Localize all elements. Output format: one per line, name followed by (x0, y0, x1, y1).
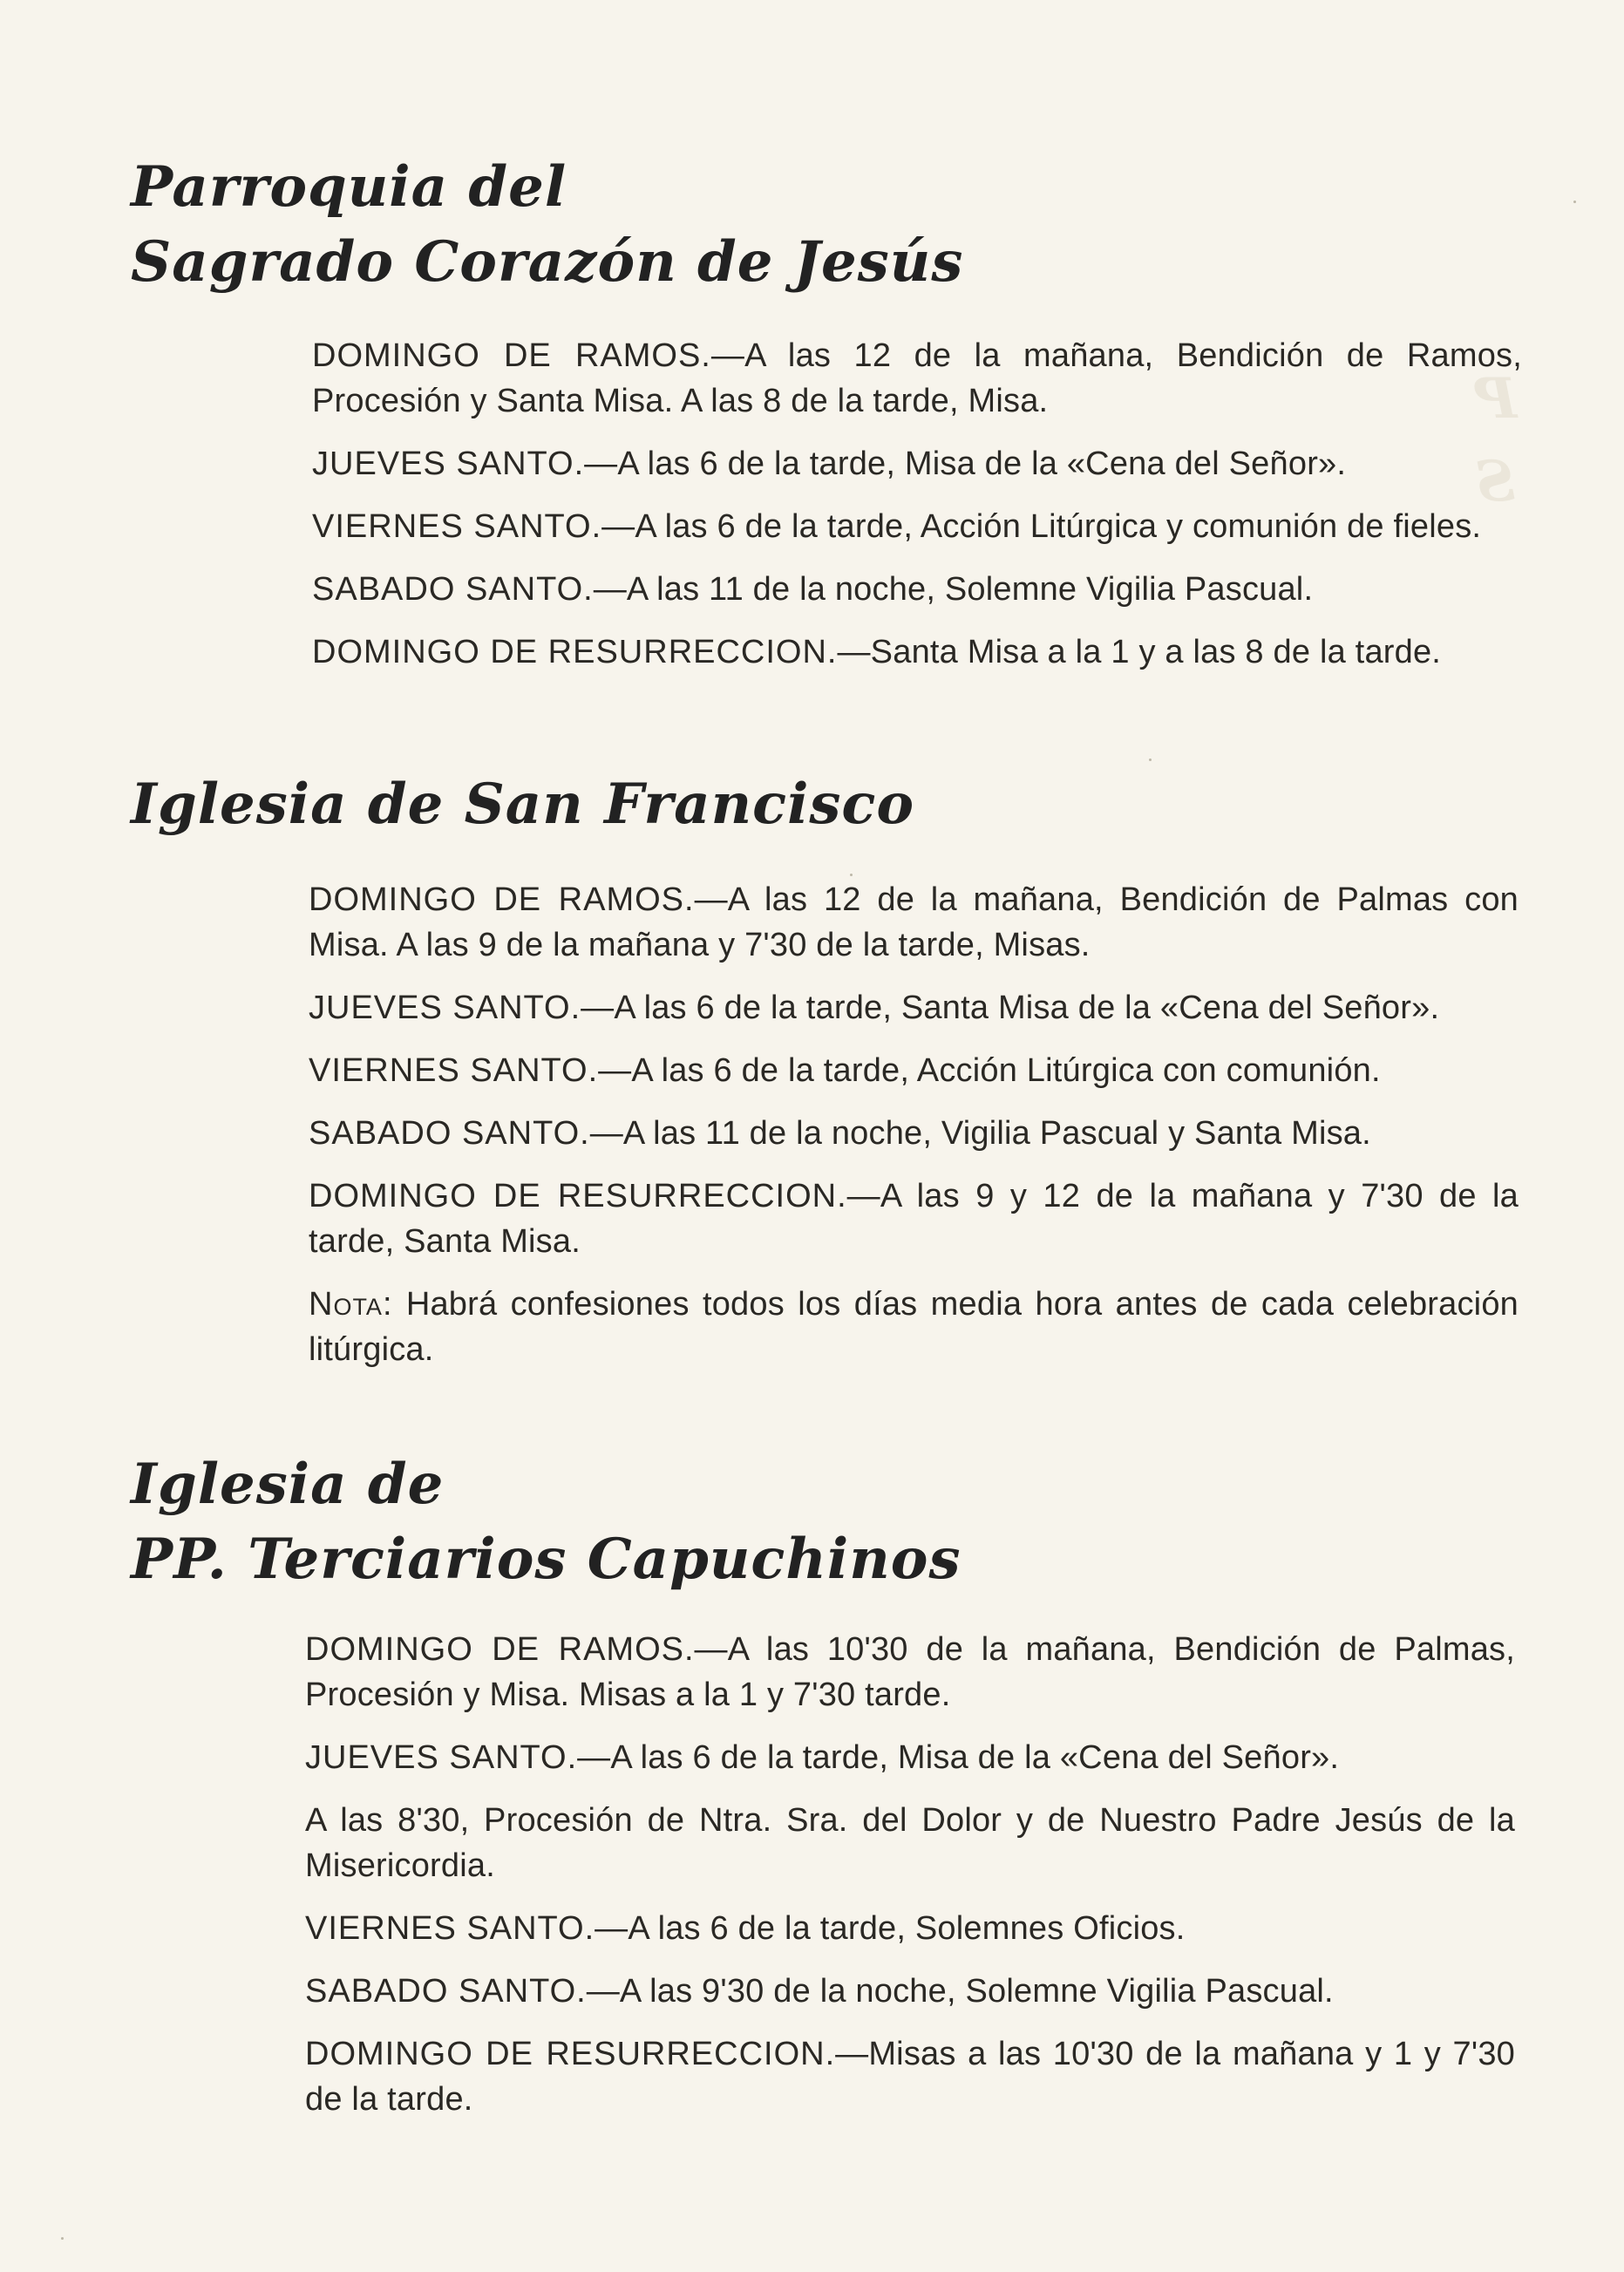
entry-text: —A las 6 de la tarde, Misa de la «Cena del Señor». (584, 446, 1347, 482)
schedule-entry (312, 333, 1522, 424)
schedule-entry (305, 1735, 1515, 1780)
entry-text: —A las 6 de la tarde, Misa de la «Cena del Señor». (577, 1739, 1340, 1776)
entry-text: —A las 9 y 12 de la mañana y 7'30 de la tarde, Santa Misa. (309, 1178, 1519, 1260)
schedule-entry (309, 1111, 1519, 1156)
entry-text: —A las 6 de la tarde, Acción Litúrgica con comunión. (598, 1052, 1381, 1089)
section-heading-line: PP. Terciarios Capuchinos (131, 1527, 961, 1592)
entry-day: VIERNES SANTO. (312, 508, 602, 545)
schedule-entry (312, 441, 1522, 486)
bleed-through: S (1473, 449, 1516, 514)
entry-day: SABADO SANTO. (309, 1115, 590, 1152)
schedule-entry (309, 1048, 1519, 1093)
entry-text: —A las 10'30 de la mañana, Bendición de Palmas, Procesión y Misa. Misas a la 1 y 7'30 tarde. (305, 1631, 1516, 1713)
paper-speck (61, 2237, 64, 2240)
entry-text: —Santa Misa a la 1 y a las 8 de la tarde. (837, 634, 1442, 670)
section-heading (131, 1447, 961, 1597)
entry-day: JUEVES SANTO. (305, 1739, 578, 1776)
paper-speck (1149, 758, 1152, 761)
entry-text: —A las 11 de la noche, Solemne Vigilia Pascual. (593, 571, 1314, 608)
section-heading-line: Parroquia del (131, 154, 567, 220)
paper-speck (850, 874, 853, 876)
schedule-entry (312, 567, 1522, 612)
schedule-entry (305, 2031, 1515, 2122)
schedule-entry (312, 629, 1522, 675)
section-heading-line: Iglesia de (131, 1452, 445, 1517)
schedule-entry (305, 1798, 1515, 1888)
schedule-list (305, 1627, 1515, 2122)
entry-day: DOMINGO DE RAMOS. (312, 337, 711, 374)
entry-text: —A las 6 de la tarde, Santa Misa de la «Cena del Señor». (581, 990, 1440, 1026)
section-heading (131, 150, 963, 300)
entry-text: —A las 12 de la mañana, Bendición de Palmas con Misa. A las 9 de la mañana y 7'30 de la tarde, Misas. (309, 881, 1519, 963)
note-label: Nota: (309, 1286, 393, 1323)
paper-speck (1573, 201, 1576, 203)
entry-text: —A las 6 de la tarde, Solemnes Oficios. (595, 1910, 1186, 1947)
entry-day: DOMINGO DE RESURRECCION. (312, 634, 838, 670)
schedule-entry (305, 1627, 1515, 1718)
entry-day: SABADO SANTO. (312, 571, 594, 608)
schedule-list (309, 877, 1519, 1372)
entry-day: SABADO SANTO. (305, 1973, 587, 2010)
schedule-entry (305, 1969, 1515, 2014)
entry-day: DOMINGO DE RAMOS. (309, 881, 695, 918)
entry-text: —Misas a las 10'30 de la mañana y 1 y 7'30 de la tarde. (305, 2036, 1515, 2118)
entry-text: —A las 12 de la mañana, Bendición de Ramos, Procesión y Santa Misa. A las 8 de la tarde, Misa. (312, 337, 1523, 419)
entry-day: VIERNES SANTO. (305, 1910, 595, 1947)
bleed-through: P (1473, 366, 1518, 432)
schedule-list (312, 333, 1522, 675)
entry-text: —A las 9'30 de la noche, Solemne Vigilia Pascual. (586, 1973, 1334, 2010)
entry-day: JUEVES SANTO. (312, 446, 585, 482)
schedule-entry (312, 504, 1522, 549)
entry-day: DOMINGO DE RESURRECCION. (309, 1178, 847, 1214)
entry-day: DOMINGO DE RAMOS. (305, 1631, 695, 1668)
entry-day: VIERNES SANTO. (309, 1052, 599, 1089)
schedule-entry (309, 877, 1519, 968)
schedule-entry (305, 1906, 1515, 1951)
entry-day: JUEVES SANTO. (309, 990, 581, 1026)
entry-text: —A las 6 de la tarde, Acción Litúrgica y comunión de fieles. (601, 508, 1482, 545)
section-heading-line: Sagrado Corazón de Jesús (131, 229, 964, 295)
schedule-entry (309, 1173, 1519, 1264)
entry-text: —A las 11 de la noche, Vigilia Pascual y Santa Misa. (589, 1115, 1371, 1152)
entry-day: DOMINGO DE RESURRECCION. (305, 2036, 836, 2072)
note-entry (309, 1282, 1519, 1372)
section-heading (131, 767, 914, 842)
note-text: Habrá confesiones todos los días media hora antes de cada celebración litúrgica. (309, 1286, 1519, 1368)
section-heading-line: Iglesia de San Francisco (131, 772, 915, 837)
entry-text: A las 8'30, Procesión de Ntra. Sra. del Dolor y de Nuestro Padre Jesús de la Misericordia. (305, 1802, 1515, 1884)
schedule-entry (309, 985, 1519, 1031)
